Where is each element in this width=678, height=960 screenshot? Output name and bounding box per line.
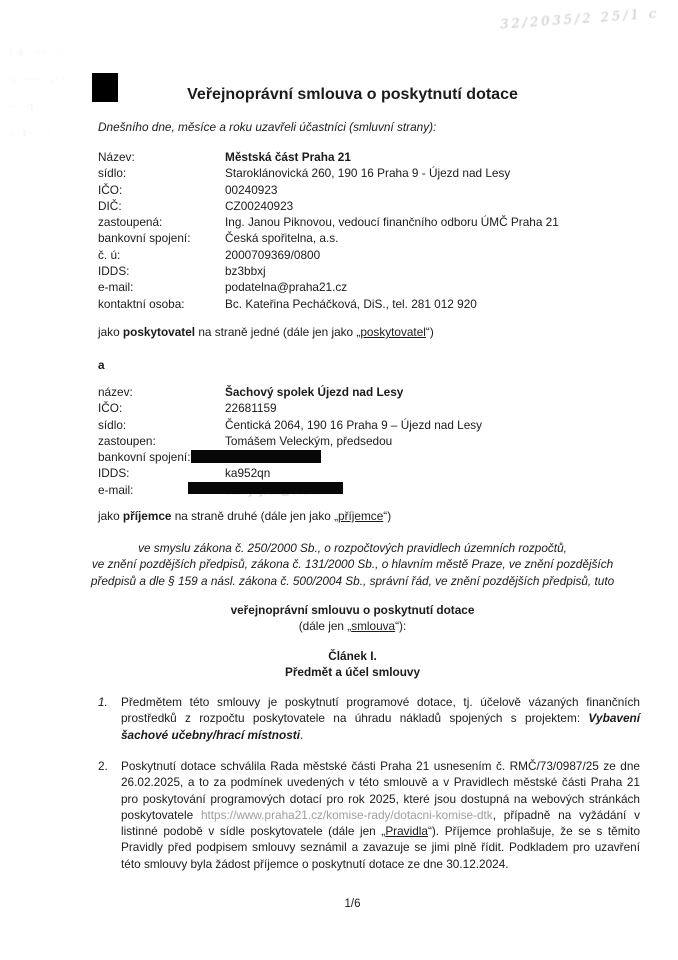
contract-heading-title: veřejnoprávní smlouvu o poskytnutí dotace	[230, 603, 475, 617]
legal-clause-line: ve znění pozdějších předpisů, zákona č. 131/2000 Sb., o hlavním městě Praze, ve znění pozdějších	[91, 557, 614, 572]
field-label: IČO:	[98, 182, 123, 197]
detail-row	[98, 183, 638, 199]
field-label: DIČ:	[98, 198, 122, 213]
redaction-box	[191, 450, 321, 463]
detail-row	[98, 401, 638, 417]
paragraph-2	[98, 758, 640, 872]
stamp-line: :· ¦··· ··	[10, 130, 52, 137]
detail-row	[98, 280, 638, 296]
recipient-designation-line: jako příjemce na straně druhé (dále jen jako „příjemce“)	[98, 509, 392, 523]
field-label: bankovní spojení:	[98, 231, 191, 246]
stamp-line: ·· ·:¦ ·` ··	[10, 103, 59, 110]
field-value: podatelna@praha21.cz	[225, 280, 348, 295]
article-heading	[75, 648, 630, 681]
field-label: IČO:	[98, 401, 123, 416]
contract-heading	[75, 602, 630, 635]
field-label: zastoupená:	[98, 215, 163, 230]
field-value: Tomášem Veleckým, předsedou	[225, 433, 393, 448]
field-label: název:	[98, 385, 133, 399]
detail-row	[98, 248, 638, 264]
field-value: Šachový spolek Újezd nad Lesy	[225, 385, 404, 399]
field-value: Česká spořitelna, a.s.	[225, 231, 339, 246]
detail-row	[98, 466, 638, 482]
field-value: Staroklánovická 260, 190 16 Praha 9 - Újezd nad Lesy	[225, 166, 511, 181]
provider-details	[98, 150, 638, 313]
field-value: Bc. Kateřina Pecháčková, DiS., tel. 281 012 920	[225, 296, 477, 311]
field-label: bankovní spojení:	[98, 450, 191, 465]
paragraph-number: 2.	[98, 759, 108, 773]
field-value: Městská část Praha 21	[225, 150, 351, 164]
paragraph-number: 1.	[98, 695, 108, 709]
paragraph-1	[98, 694, 640, 743]
detail-row	[98, 215, 638, 231]
detail-row	[98, 297, 638, 313]
redaction-box	[188, 482, 343, 494]
detail-row	[98, 418, 638, 434]
field-label: Název:	[98, 150, 135, 164]
field-value: 00240923	[225, 182, 278, 197]
field-value: 22681159	[225, 401, 277, 416]
detail-row	[98, 231, 638, 247]
conjunction-a: a	[98, 358, 105, 372]
field-value: CZ00240923	[225, 198, 294, 213]
paragraph-text: Předmětem této smlouvy je poskytnutí programové dotace, tj. účelově vázaných finančních prostředků z rozpočtu poskytovatele na úhradu nákladů spojených s projektem: Vybavení šachové učebny/hrací místnosti.	[121, 695, 640, 742]
faint-stamp	[10, 30, 66, 156]
intro-line: Dnešního dne, měsíce a roku uzavřeli účastníci (smluvní strany):	[98, 120, 437, 134]
detail-row	[98, 483, 638, 499]
field-value-redacted	[225, 483, 344, 497]
detail-row	[98, 166, 638, 182]
field-label: zastoupen:	[98, 433, 156, 448]
provider-designation-line: jako poskytovatel na straně jedné (dále jen jako „poskytovatel“)	[98, 325, 434, 339]
field-value: bz3bbxj	[225, 264, 266, 279]
detail-row	[98, 264, 638, 280]
field-label: č. ú:	[98, 247, 121, 262]
stamp-line: : ·¦· ·:·: ··	[10, 49, 62, 56]
detail-row	[98, 150, 638, 166]
article-subtitle: Předmět a účel smlouvy	[284, 665, 421, 680]
document-title: Veřejnoprávní smlouva o poskytnutí dotace	[187, 86, 518, 103]
field-value: 2000709369/0800	[225, 247, 321, 262]
detail-row	[98, 450, 638, 466]
detail-row	[98, 385, 638, 401]
legal-clause-line: ve smyslu zákona č. 250/2000 Sb., o rozpočtových pravidlech územních rozpočtů,	[138, 541, 567, 555]
field-label: IDDS:	[98, 466, 130, 481]
field-label: e-mail:	[98, 280, 134, 295]
detail-row	[98, 199, 638, 215]
page-number: 1/6	[344, 898, 361, 910]
field-label: IDDS:	[98, 264, 130, 279]
field-label: kontaktní osoba:	[98, 296, 185, 311]
field-value: ka952qn	[225, 466, 271, 481]
field-label: e-mail:	[98, 482, 134, 497]
legal-clause	[75, 540, 630, 589]
article-number: Článek I.	[328, 649, 377, 663]
legal-clause-line: předpisů a dle § 159 a násl. zákona č. 500/2004 Sb., správní řád, ve znění pozdějších předpisů, tuto	[90, 573, 615, 588]
handwritten-reference-number: 32/2035/2 25/1 c	[499, 6, 660, 33]
detail-row	[98, 434, 638, 450]
field-value: Ing. Janou Piknovou, vedoucí finančního odboru ÚMČ Praha 21	[225, 215, 559, 230]
stamp-line: ·; ····:· ;· ·	[10, 76, 66, 83]
recipient-details	[98, 385, 638, 499]
field-label: sídlo:	[98, 166, 127, 181]
field-value: Čentická 2064, 190 16 Praha 9 – Újezd nad Lesy	[225, 417, 483, 432]
contract-heading-subtitle: (dále jen „smlouva“):	[298, 619, 407, 634]
paragraph-text: Poskytnutí dotace schválila Rada městské části Praha 21 usnesením č. RMČ/73/0987/25 ze dne 26.02.2025, a to za podmínek uvedených v této smlouvě a v Pravidlech městské části Praha 21 pro poskytování programových dotací pro rok 2025, které jsou dostupná na webových stránkách poskytovatele https://www.praha21.cz/komise-rady/dotacni-komise-dtk, případně na vyžádání v listinné podobě v sídle poskytovatele (dále jen „Pravidla“). Příjemce prohlašuje, že se s těmito Pravidly před podpisem smlouvy seznámil a zavazuje se jimi plně řídit. Podkladem pro uzavření této smlouvy byla žádost příjemce o poskytnutí dotace ze dne 30.12.2024.	[121, 759, 641, 871]
field-label: sídlo:	[98, 417, 127, 432]
